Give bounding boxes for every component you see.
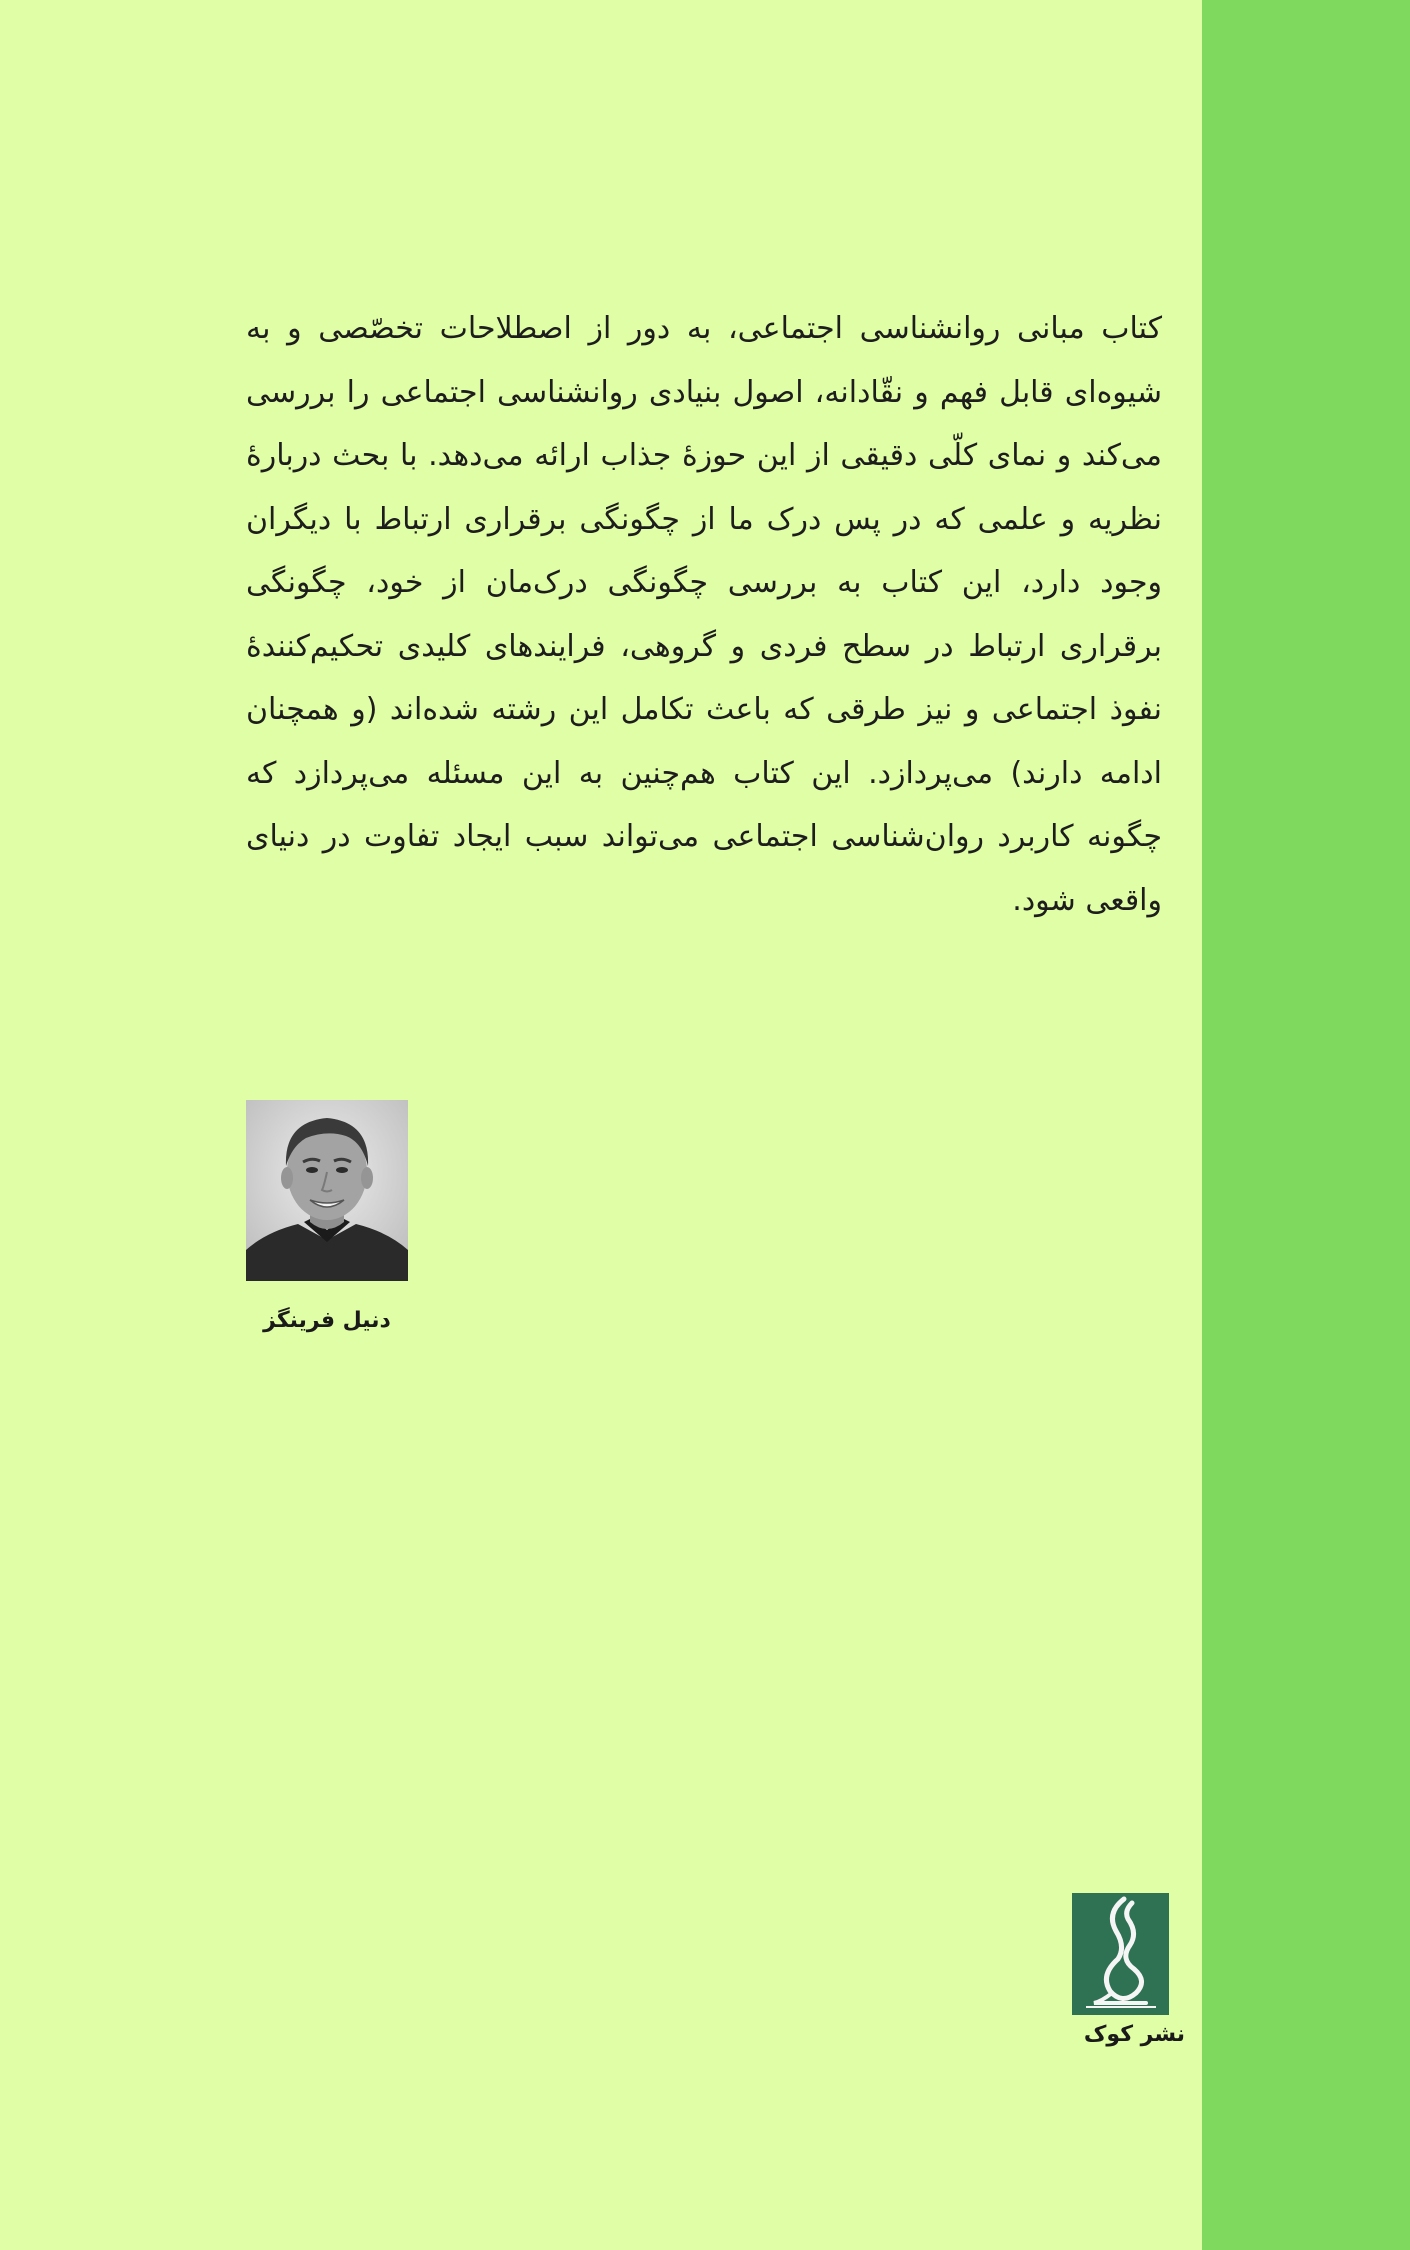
spine-strip	[1202, 0, 1410, 2250]
author-photo	[246, 1100, 408, 1281]
author-name: دنیل فرینگز	[263, 1308, 391, 1333]
publisher-logo	[1072, 1893, 1169, 2015]
book-description: کتاب مبانی روانشناسی اجتماعی، به دور از اصطلاحات تخصّصی و به شیوه‌ای قابل فهم و نقّادانه، اصول بنیادی روانشناسی اجتماعی را بررسی می‌کند و نمای کلّی دقیقی از این حوزهٔ جذاب ارائه می‌دهد. با بحث دربارهٔ نظریه و علمی که در پس درک ما از چگونگی برقراری ارتباط با دیگران وجود دارد، این کتاب به بررسی چگونگی درک‌مان از خود، چگونگی برقراری ارتباط در سطح فردی و گروهی، فرایندهای کلیدی تحکیم‌کنندهٔ نفوذ اجتماعی و نیز طرقی که باعث تکامل این رشته شده‌اند (و همچنان ادامه دارند) می‌پردازد. این کتاب هم‌چنین به این مسئله می‌پردازد که چگونه کاربرد روان‌شناسی اجتماعی می‌تواند سبب ایجاد تفاوت در دنیای واقعی شود.	[246, 311, 1162, 918]
publisher-name: نشر کوک	[1083, 2022, 1185, 2047]
